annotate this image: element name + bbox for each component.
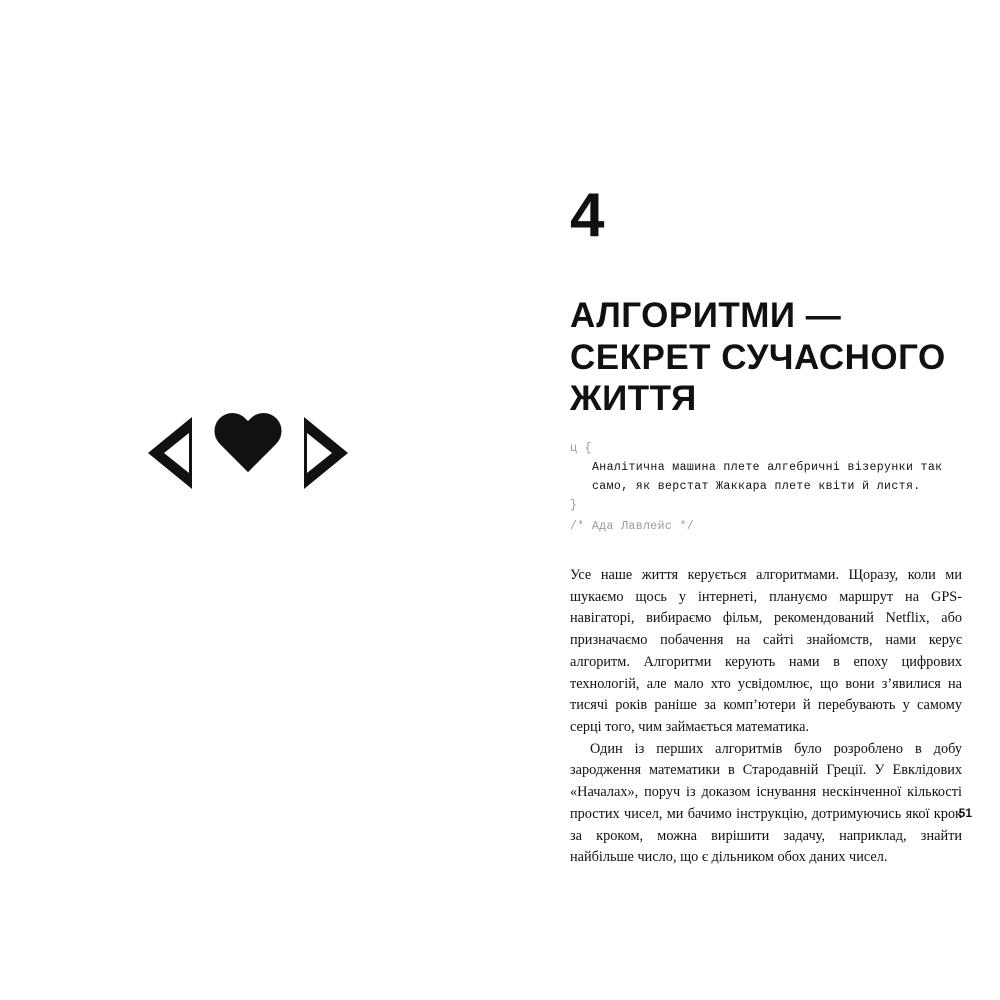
epigraph-quote: Аналітична машина плете алгебричні візерунки так само, як верстат Жаккара плете квіти й листя. [592,460,943,493]
page-number: 51 [958,806,972,820]
chapter-number: 4 [570,181,604,250]
epigraph-block [570,440,960,537]
paragraph: Усе наше життя керується алгоритмами. Щоразу, коли ми шукаємо щось у інтернеті, плануємо маршрут на GPS-навігаторі, вибираємо фільм, рекомендований Netflix, або призначаємо побачення на сайті знайомств, нами керує алгоритм. Алгоритми керують нами в епоху цифрових технологій, але мало хто усвідомлює, що вони з’явилися на тисячі років раніше за комп’ютери й перебувають у самому серці того, чим займається математика. [570,567,962,736]
chapter-title: АЛГОРИТМИ — СЕКРЕТ СУЧАСНОГО ЖИТТЯ [570,296,946,419]
code-heart-glyph [118,398,378,508]
epigraph-close-brace: } [570,498,578,512]
epigraph-attribution: /* Ада Лавлейс */ [570,519,695,533]
paragraph: Один із перших алгоритмів було розроблено в добу зародження математики в Стародавній Греції. У Евклідових «Началах», поруч із доказом існування нескінченної кількості простих чисел, ми бачимо інструкцію, дотримуючись якої крок за кроком, можна вирішити задачу, наприклад, знайти найбільше число, що є дільником обох даних чисел. [570,740,962,866]
body-text [570,565,962,869]
right-angle-bracket-icon [304,417,348,489]
right-page [540,0,972,1000]
left-angle-bracket-icon [148,417,192,489]
heart-icon [212,414,284,492]
epigraph-open-brace: ц { [570,442,592,455]
